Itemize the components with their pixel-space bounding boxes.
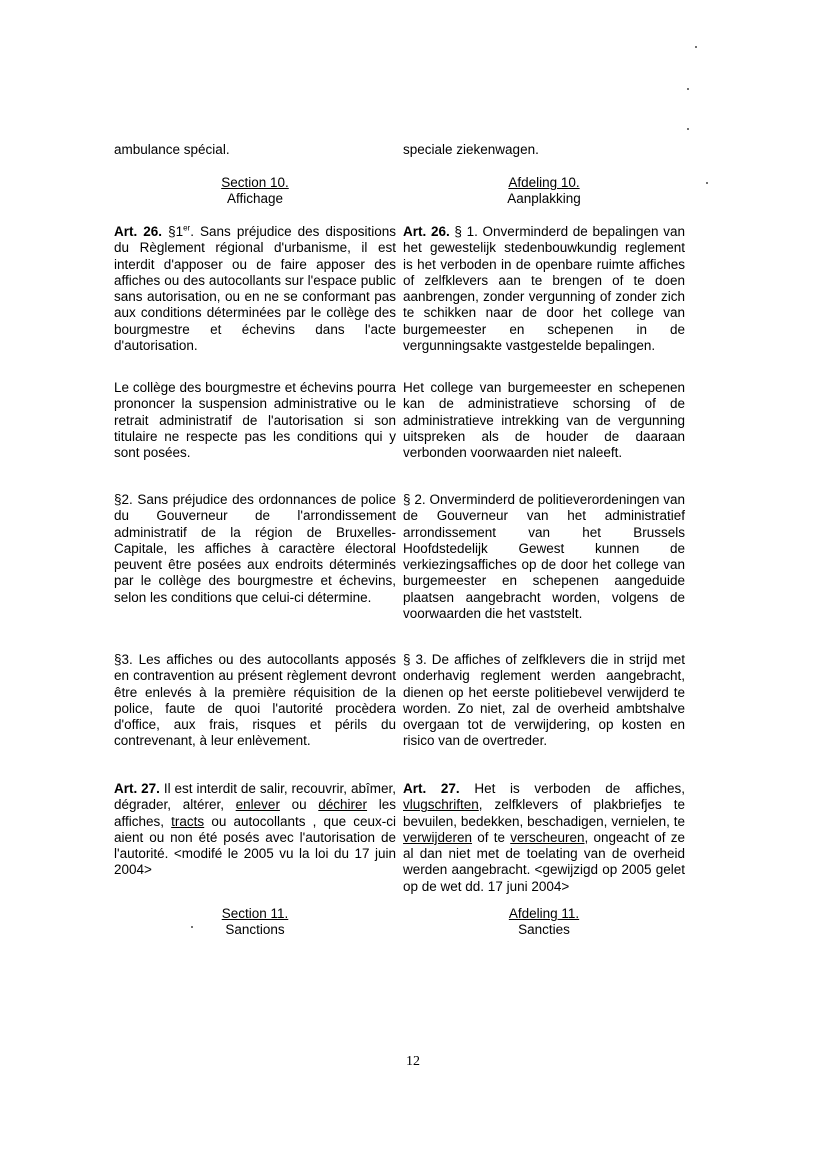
scan-speck bbox=[695, 46, 697, 48]
section-10-title: Section 10. bbox=[221, 175, 289, 190]
art-27-text-4: , ongeacht of ze al dan niet met de toelating van de overheid werden aangebracht. <gewijzigd op 2005 gelet op de wet dd. 17 juni 2004> bbox=[403, 829, 685, 894]
art-26-paragraph-1 bbox=[403, 224, 685, 354]
art-27-text-1: Il est interdit de salir, recouvrir, abîmer, dégrader, altérer, bbox=[114, 781, 396, 813]
art-27-underlined-1: enlever bbox=[235, 797, 280, 813]
art-26-text: § 1. Onverminderd de bepalingen van het gewestelijk stedenbouwkundig reglement is het verboden in de openbare ruimte affiches of zelfklevers aan te brengen of te doen aanbrengen, zonder vergunning of zonder zich te schikken naar de door het college van burgemeester en schepenen in de vergunningsakte vastgestelde bepalingen. bbox=[403, 224, 685, 354]
art-26-section-3: §3. Les affiches ou des autocollants apposés en contravention au présent règlement devront être enlevés à la première réquisition de la police, faute de quoi l'autorité procèdera d'office, aux frais, risques et périls du contrevenant, à leur enlèvement. bbox=[114, 652, 396, 749]
art-26-section-2: § 2. Onverminderd de politieverordeningen van de Gouverneur van het administratief arrondissement van het Brussels Hoofdstedelijk Gewest kunnen de verkiezingsaffiches op de door het college van burgemeester en schepenen aangeduide plaatsen aangebracht worden, volgens de voorwaarden die het vaststelt. bbox=[403, 492, 685, 622]
art-26-sup: er bbox=[183, 223, 191, 233]
art-27-underlined-2: verwijderen bbox=[403, 829, 473, 845]
art-26-paragraph-2: Het college van burgemeester en schepenen kan de administratieve schorsing of de administratieve intrekking van de vergunning uitspreken als de houder de daaraan verbonden voorwaarden niet naleeft. bbox=[403, 380, 685, 461]
section-10-subtitle: Affichage bbox=[226, 191, 284, 207]
art-27-text-3: les affiches, bbox=[114, 797, 396, 829]
section-10-heading bbox=[403, 175, 685, 208]
section-11-heading bbox=[403, 906, 685, 939]
art-27-text-1: Het is verboden de affiches, bbox=[459, 781, 685, 796]
page-number: 12 bbox=[406, 1054, 420, 1069]
section-10-title: Afdeling 10. bbox=[508, 175, 580, 190]
scan-speck bbox=[706, 182, 708, 184]
art-26-paragraph-2: Le collège des bourgmestre et échevins pourra prononcer la suspension administrative ou le retrait administratif de l'autorisation si son titulaire ne respecte pas les conditions qui y sont posées. bbox=[114, 380, 396, 461]
art-27-text-2: ou bbox=[279, 797, 319, 813]
art-26-text: . Sans préjudice des dispositions du Règlement régional d'urbanisme, il est interdit d'apposer ou de faire apposer des affiches ou des autocollants sur l'espace public sans autorisation, ou en ne se conformant pas aux conditions déterminées par le collège des bourgmestre et échevins dans l'acte d'autorisation. bbox=[114, 224, 396, 354]
art-27-label: Art. 27. bbox=[403, 781, 460, 796]
intro-text: speciale ziekenwagen. bbox=[403, 142, 539, 157]
art-27-text-3: of te bbox=[472, 829, 511, 845]
scan-speck bbox=[687, 88, 689, 90]
art-27-text-2: , zelfklevers of plakbriefjes te bevuilen, bedekken, beschadigen, vernielen, te bbox=[403, 797, 685, 829]
section-10-heading bbox=[114, 175, 396, 208]
art-26-paragraph-1 bbox=[114, 224, 396, 354]
art-27-text-4: ou autocollants , que ceux-ci aient ou non été posés avec l'autorisation de l'autorité. <modifé le 2005 vu la loi du 17 juin 2004> bbox=[114, 813, 396, 878]
art-27-underlined-1: vlugschriften bbox=[403, 797, 479, 813]
section-11-subtitle: Sanctions bbox=[225, 922, 285, 938]
art-26-label: Art. 26. bbox=[403, 224, 450, 239]
art-26-para-sign: §1 bbox=[168, 224, 184, 239]
scan-speck bbox=[687, 128, 689, 130]
intro-text: ambulance spécial. bbox=[114, 142, 230, 157]
art-27-label: Art. 27. bbox=[114, 781, 160, 796]
art-26-label: Art. 26. bbox=[114, 224, 163, 239]
art-26-section-2: §2. Sans préjudice des ordonnances de police du Gouverneur de l'arrondissement administratif de la région de Bruxelles-Capitale, les affiches à caractère électoral peuvent être posées aux endroits déterminés par le collège des bourgmestre et échevins, selon les conditions que celui-ci détermine. bbox=[114, 492, 396, 605]
section-11-subtitle: Sancties bbox=[518, 922, 570, 938]
art-27-underlined-3: tracts bbox=[171, 813, 205, 829]
art-27-underlined-3: verscheuren bbox=[510, 829, 585, 845]
art-27-underlined-2: déchirer bbox=[318, 797, 368, 813]
art-27-paragraph bbox=[403, 781, 685, 895]
section-11-title: Section 11. bbox=[221, 906, 289, 921]
section-11-title: Afdeling 11. bbox=[508, 906, 580, 921]
scan-speck bbox=[191, 926, 193, 928]
section-11-heading bbox=[114, 906, 396, 939]
section-10-subtitle: Aanplakking bbox=[507, 191, 581, 207]
art-27-paragraph bbox=[114, 781, 396, 879]
art-26-section-3: § 3. De affiches of zelfklevers die in strijd met onderhavig reglement werden aangebracht, dienen op het eerste politiebevel verwijderd te worden. Zo niet, zal de overheid ambtshalve overgaan tot de verwijdering, op kosten en risico van de overtreder. bbox=[403, 652, 685, 749]
